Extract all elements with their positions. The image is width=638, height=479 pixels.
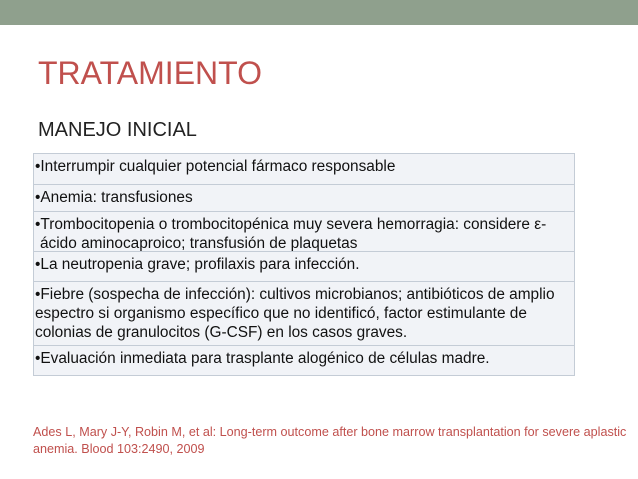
bullet-text: •La neutropenia grave; profilaxis para infección. xyxy=(35,256,360,273)
citation-line: Ades L, Mary J-Y, Robin M, et al: Long-term outcome after bone marrow transplantation for severe aplastic xyxy=(33,425,627,439)
bullet-list xyxy=(33,153,575,376)
citation xyxy=(33,424,627,458)
bullet-fever xyxy=(33,282,575,346)
bullet-text: espectro si organismo específico que no identificó, factor estimulante de xyxy=(35,305,527,322)
bullet-text: •Trombocitopenia o trombocitopénica muy severa hemorragia: considere ε- xyxy=(35,216,547,233)
bullet-thrombocytopenia xyxy=(33,212,575,252)
slide-title: TRATAMIENTO xyxy=(38,55,262,91)
citation-line: anemia. Blood 103:2490, 2009 xyxy=(33,442,205,456)
bullet-anemia xyxy=(33,185,575,212)
bullet-transplant-evaluation xyxy=(33,346,575,376)
bullet-text: •Fiebre (sospecha de infección): cultivos microbianos; antibióticos de amplio xyxy=(35,286,555,303)
bullet-discontinue-drug xyxy=(33,154,575,185)
bullet-text: •Anemia: transfusiones xyxy=(35,189,193,206)
bullet-text: colonias de granulocitos (G-CSF) en los casos graves. xyxy=(35,324,408,341)
bullet-neutropenia xyxy=(33,252,575,282)
top-bar xyxy=(0,0,638,25)
bullet-text: •Evaluación inmediata para trasplante alogénico de células madre. xyxy=(35,350,490,367)
slide-subtitle: MANEJO INICIAL xyxy=(38,119,197,141)
bullet-text: ácido aminocaproico; transfusión de plaquetas xyxy=(40,235,358,252)
bullet-text: •Interrumpir cualquier potencial fármaco responsable xyxy=(35,158,396,175)
